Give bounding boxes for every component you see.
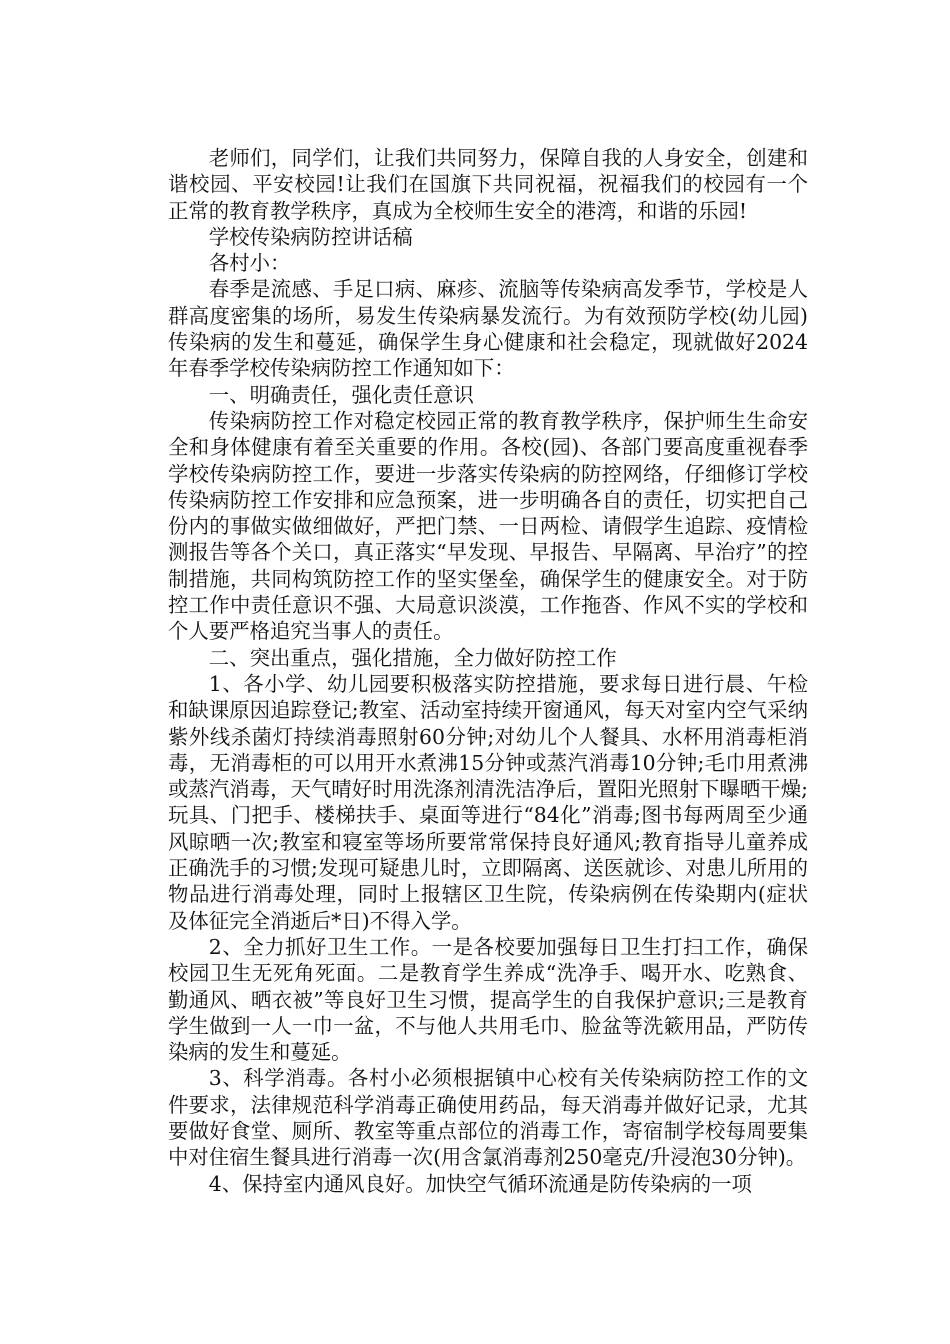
item-1-paragraph: 1、各小学、幼儿园要积极落实防控措施，要求每日进行晨、午检和缺课原因追踪登记;教室、活动室持续开窗通风，每天对室内空气采纳紫外线杀菌灯持续消毒照射60分钟;对幼儿个人餐具、水杯用消毒柜消毒，无消毒柜的可以用开水煮沸15分钟或蒸汽消毒10分钟;毛巾用煮沸或蒸汽消毒，天气晴好时用洗涤剂清洗洁净后，置阳光照射下曝晒干燥;玩具、门把手、楼梯扶手、桌面等进行“84化”消毒;图书每两周至少通风晾晒一次;教室和寝室等场所要常常保持良好通风;教育指导儿童养成正确洗手的习惯;发现可疑患儿时，立即隔离、送医就诊、对患儿所用的物品进行消毒处理，同时上报辖区卫生院，传染病例在传染期内(症状及体征完全消逝后*日)不得入学。	[168, 671, 808, 933]
closing-paragraph: 老师们，同学们，让我们共同努力，保障自我的人身安全，创建和谐校园、平安校园!让我们在国旗下共同祝福，祝福我们的校园有一个正常的教育教学秩序，真成为全校师生安全的港湾，和谐的乐园!	[168, 146, 808, 223]
item-2-paragraph: 2、全力抓好卫生工作。一是各校要加强每日卫生打扫工作，确保校园卫生无死角死面。二是教育学生养成“洗净手、喝开水、吃熟食、勤通风、晒衣被”等良好卫生习惯，提高学生的自我保护意识;三是教育学生做到一人一巾一盆，不与他人共用毛巾、脸盆等洗簌用品，严防传染病的发生和蔓延。	[168, 934, 808, 1065]
section-heading-1: 一、明确责任，强化责任意识	[208, 382, 474, 407]
item-3-paragraph: 3、科学消毒。各村小必须根据镇中心校有关传染病防控工作的文件要求，法律规范科学消毒正确使用药品，每天消毒并做好记录，尤其要做好食堂、厕所、教室等重点部位的消毒工作，寄宿制学校每周要集中对住宿生餐具进行消毒一次(用含氯消毒剂250毫克/升浸泡30分钟)。	[168, 1066, 808, 1170]
intro-paragraph: 春季是流感、手足口病、麻疹、流脑等传染病高发季节，学校是人群高度密集的场所，易发生传染病暴发流行。为有效预防学校(幼儿园)传染病的发生和蔓延，确保学生身心健康和社会稳定，现就做好2024年春季学校传染病防控工作通知如下：	[168, 277, 808, 381]
section-heading-2: 二、突出重点，强化措施，全力做好防控工作	[208, 645, 617, 670]
document-title: 学校传染病防控讲话稿	[208, 224, 413, 249]
item-4-paragraph: 4、保持室内通风良好。加快空气循环流通是防传染病的一项	[208, 1171, 752, 1196]
section-1-paragraph: 传染病防控工作对稳定校园正常的教育教学秩序，保护师生生命安全和身体健康有着至关重要的作用。各校(园)、各部门要高度重视春季学校传染病防控工作，要进一步落实传染病的防控网络，仔细修订学校传染病防控工作安排和应急预案，进一步明确各自的责任，切实把自己份内的事做实做细做好，严把门禁、一日两检、请假学生追踪、疫情检测报告等各个关口，真正落实“早发现、早报告、早隔离、早治疗”的控制措施，共同构筑防控工作的坚实堡垒，确保学生的健康安全。对于防控工作中责任意识不强、大局意识淡漠，工作拖沓、作风不实的学校和个人要严格追究当事人的责任。	[168, 408, 808, 644]
salutation: 各村小：	[208, 251, 291, 276]
document-body	[168, 145, 808, 1197]
